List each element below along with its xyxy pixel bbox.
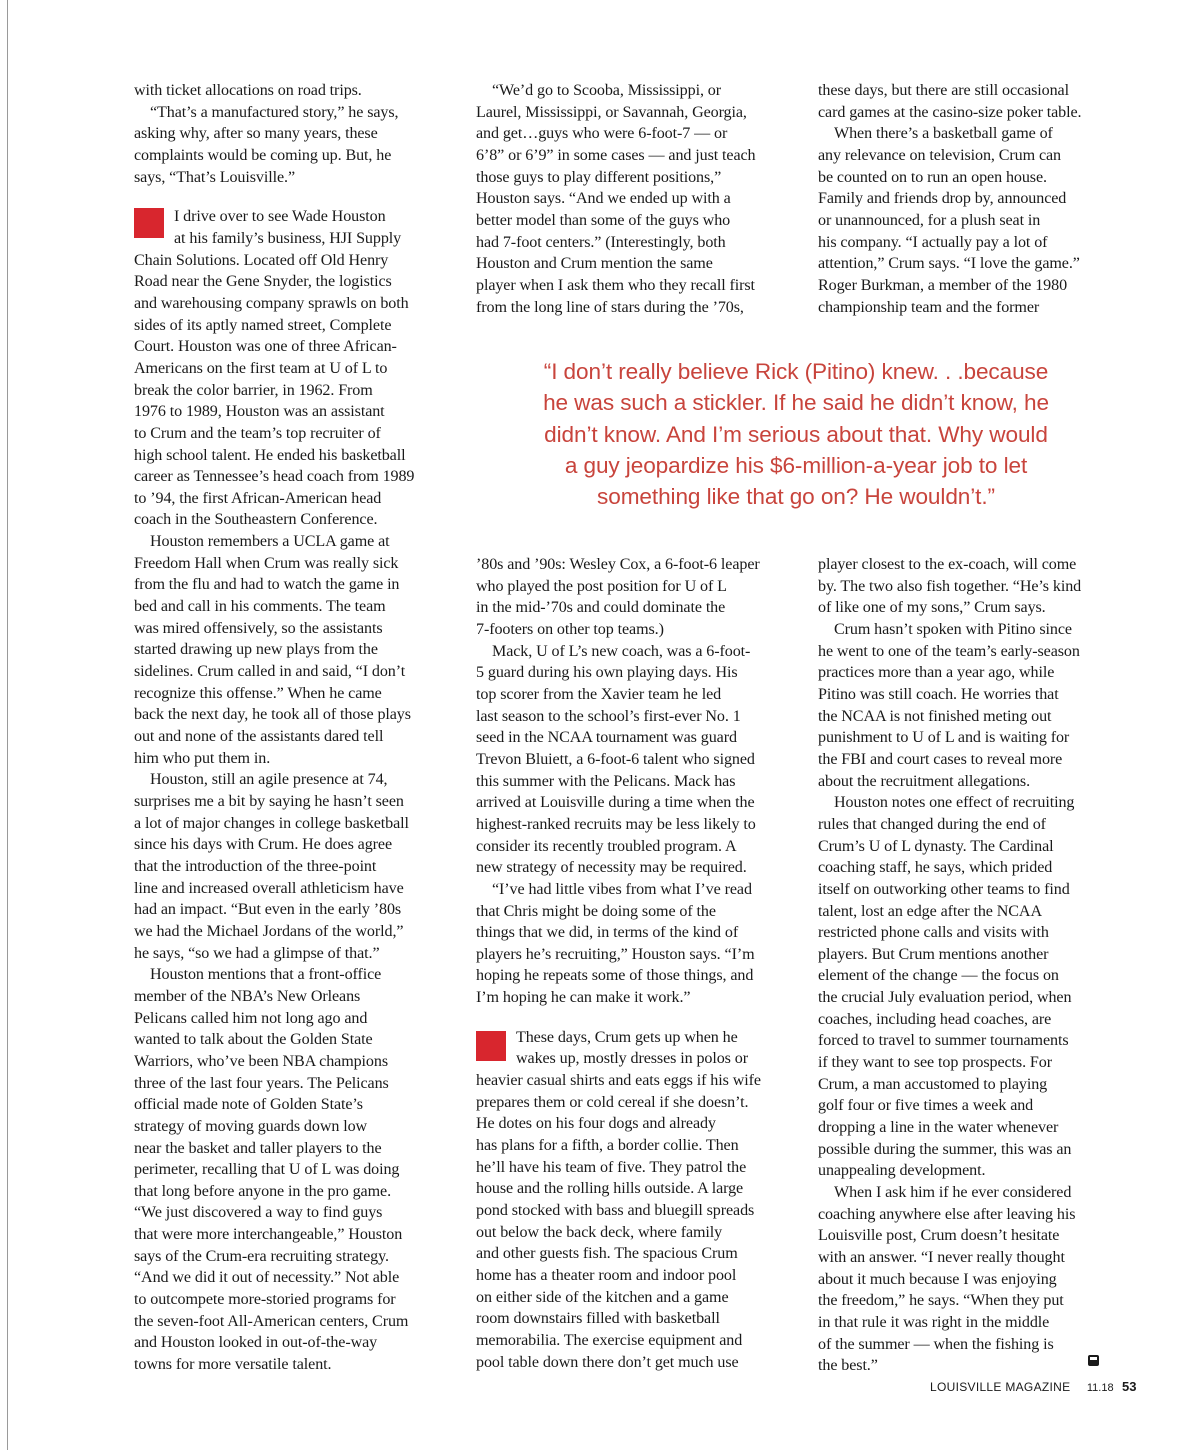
text-line: These days, Crum gets up when he (516, 1028, 738, 1046)
text-line: ’80s and ’90s: Wesley Cox, a 6-foot-6 leaper (476, 556, 760, 573)
issue-date: 11.18 (1086, 1382, 1114, 1394)
text-line: near the basket and taller players to the (134, 1139, 382, 1157)
text-line: itself on outworking other teams to find (818, 880, 1070, 898)
text-line: house and the rolling hills outside. A large (476, 1180, 744, 1198)
text-line: says, “That’s Louisville.” (134, 168, 295, 186)
pull-quote-line: he was such a stickler. If he said he didn’t know, he (543, 390, 1049, 416)
text-line: about the recruitment allegations. (818, 772, 1031, 790)
text-line: the freedom,” he says. “When they put (818, 1292, 1064, 1310)
text-line: and warehousing company sprawls on both (134, 294, 409, 312)
article-column-2-bottom (476, 554, 786, 1373)
article-column-3-bottom (818, 554, 1108, 1377)
text-line: Crum’s U of L dynasty. The Cardinal (818, 837, 1054, 855)
text-line: had 7-foot centers.” (Interestingly, both (476, 233, 726, 251)
text-line: he’ll have his team of five. They patrol the (476, 1158, 747, 1176)
text-line: When I ask him if he ever considered (834, 1184, 1072, 1202)
text-line: on either side of the kitchen and a game (476, 1288, 729, 1306)
text-line: the FBI and court cases to reveal more (818, 750, 1063, 768)
text-line: who played the post position for U of L (476, 577, 727, 595)
text-line: pool table down there don’t get much use (476, 1353, 739, 1371)
end-mark-icon (1088, 1355, 1099, 1366)
text-line: member of the NBA’s New Orleans (134, 987, 361, 1005)
text-line: Freedom Hall when Crum was really sick (134, 554, 399, 572)
text-line: restricted phone calls and visits with (818, 924, 1049, 942)
text-line: complaints would be coming up. But, he (134, 146, 392, 164)
text-line: he went to one of the team’s early-season (818, 642, 1080, 660)
text-line: any relevance on television, Crum can (818, 146, 1061, 164)
text-line: out and none of the assistants dared tell (134, 728, 384, 746)
article-column-2-top (476, 80, 786, 318)
text-line: He dotes on his four dogs and already (476, 1115, 716, 1133)
text-line: Crum, a man accustomed to playing (818, 1075, 1048, 1093)
text-line: coach in the Southeastern Conference. (134, 511, 378, 529)
text-line: the crucial July evaluation period, when (818, 989, 1072, 1007)
text-line: wakes up, mostly dresses in polos or (516, 1050, 748, 1068)
text-line: hoping he repeats some of those things, and (476, 967, 754, 985)
text-line: “We’d go to Scooba, Mississippi, or (492, 82, 721, 99)
pull-quote-line: “I don’t really believe Rick (Pitino) knew. . .because (543, 359, 1049, 384)
text-line: we had the Michael Jordans of the world,” (134, 922, 404, 940)
text-line: players he’s recruiting,” Houston says. “I’m (476, 945, 755, 963)
text-line: had an impact. “But even in the early ’80s (134, 901, 402, 919)
text-line: possible during the summer, this was an (818, 1140, 1072, 1158)
text-line: strategy of moving guards down low (134, 1117, 368, 1135)
text-line: dropping a line in the water whenever (818, 1119, 1059, 1137)
text-line: of the summer — when the fishing is (818, 1335, 1054, 1353)
text-line: towns for more versatile talent. (134, 1356, 332, 1374)
text-line: Roger Burkman, a member of the 1980 (818, 276, 1068, 294)
pull-quote (480, 356, 1112, 512)
text-line: that were more interchangeable,” Houston (134, 1226, 403, 1244)
text-line: official made note of Golden State’s (134, 1096, 363, 1114)
text-line: Family and friends drop by, announced (818, 190, 1067, 208)
text-line: him who put them in. (134, 749, 271, 767)
text-line: prepares them or cold cereal if she doesn’t. (476, 1093, 749, 1111)
text-line: card games at the casino-size poker table. (818, 103, 1082, 121)
text-line: at his family’s business, HJI Supply (174, 229, 402, 247)
text-line: be counted on to run an open house. (818, 168, 1047, 186)
text-line: three of the last four years. The Pelicans (134, 1074, 389, 1092)
text-line: Houston says. “And we ended up with a (476, 190, 731, 208)
text-line: in that rule it was right in the middle (818, 1313, 1050, 1331)
text-line: When there’s a basketball game of (834, 125, 1053, 143)
pull-quote-line: something like that go on? He wouldn’t.” (597, 484, 995, 510)
text-line: to ’94, the first African-American head (134, 489, 382, 507)
text-line: back the next day, he took all of those plays (134, 706, 411, 724)
text-line: home has a theater room and indoor pool (476, 1267, 737, 1284)
text-line: and Houston looked in out-of-the-way (134, 1334, 378, 1352)
text-line: player when I ask them who they recall first (476, 276, 755, 294)
text-line: from the flu and had to watch the game in (134, 576, 400, 594)
text-line: Pelicans called him not long ago and (134, 1009, 368, 1027)
text-line: out below the back deck, where family (476, 1223, 723, 1241)
text-line: “We just discovered a way to find guys (134, 1204, 383, 1222)
text-line: with ticket allocations on road trips. (134, 82, 362, 99)
text-line: career as Tennessee’s head coach from 1989 (134, 468, 415, 486)
text-line: I drive over to see Wade Houston (174, 208, 386, 226)
text-line: a lot of major changes in college basketball (134, 814, 409, 832)
text-line: that Chris might be doing some of the (476, 902, 716, 920)
text-line: “I’ve had little vibes from what I’ve read (492, 880, 752, 898)
text-line: the seven-foot All-American centers, Crum (134, 1312, 409, 1330)
text-line: rules that changed during the end of (818, 815, 1046, 833)
article-column-1 (134, 80, 444, 1376)
text-line: was mired offensively, so the assistants (134, 619, 383, 637)
text-line: says of the Crum-era recruiting strategy. (134, 1247, 389, 1265)
text-line: his company. “I actually pay a lot of (818, 233, 1048, 251)
text-line: Laurel, Mississippi, or Savannah, Georgia, (476, 103, 747, 121)
text-line: and other guests fish. The spacious Crum (476, 1245, 738, 1263)
text-line: last season to the school’s first-ever No. 1 (476, 707, 741, 725)
text-line: pond stocked with bass and bluegill spreads (476, 1202, 755, 1220)
text-line: by. The two also fish together. “He’s kind (818, 577, 1082, 595)
text-line: asking why, after so many years, these (134, 125, 378, 143)
text-line: coaching anywhere else after leaving his (818, 1205, 1076, 1223)
text-line: wanted to talk about the Golden State (134, 1031, 373, 1049)
text-line: “And we did it out of necessity.” Not able (134, 1269, 400, 1287)
section-break-square (476, 1031, 506, 1061)
text-line: “That’s a manufactured story,” he says, (150, 103, 399, 121)
text-line: players. But Crum mentions another (818, 945, 1049, 963)
text-line: Houston and Crum mention the same (476, 255, 713, 273)
text-line: if they want to see top prospects. For (818, 1054, 1052, 1072)
text-line: top scorer from the Xavier team he led (476, 685, 722, 703)
text-line: memorabilia. The exercise equipment and (476, 1331, 743, 1349)
text-line: in the mid-’70s and could dominate the (476, 599, 726, 617)
text-line: sidelines. Crum called in and said, “I don’t (134, 663, 406, 681)
text-line: Houston notes one effect of recruiting (834, 794, 1075, 812)
text-line: 6’8” or 6’9” in some cases — and just teach (476, 146, 756, 164)
text-line: the NCAA is not finished meting out (818, 707, 1052, 725)
text-line: and get…guys who were 6-foot-7 — or (476, 125, 728, 143)
text-line: heavier casual shirts and eats eggs if his wife (476, 1072, 761, 1090)
text-line: started drawing up new plays from the (134, 641, 378, 659)
text-line: those guys to play different positions,” (476, 168, 722, 186)
text-line: unappealing development. (818, 1162, 986, 1180)
text-line: coaches, including head coaches, are (818, 1010, 1052, 1028)
text-line: punishment to U of L and is waiting for (818, 729, 1070, 747)
text-line: 5 guard during his own playing days. His (476, 664, 738, 682)
text-line: room downstairs filled with basketball (476, 1310, 720, 1328)
text-line: element of the change — the focus on (818, 967, 1059, 985)
magazine-name: LOUISVILLE MAGAZINE (930, 1380, 1071, 1394)
text-line: new strategy of necessity may be required. (476, 859, 747, 877)
text-line: about it much because I was enjoying (818, 1270, 1057, 1288)
text-line: he says, “so we had a glimpse of that.” (134, 944, 380, 962)
text-line: Court. Houston was one of three African- (134, 338, 397, 356)
text-line: Americans on the first team at U of L to (134, 359, 388, 377)
text-line: the best.” (818, 1357, 878, 1375)
text-line: of like one of my sons,” Crum says. (818, 599, 1046, 617)
text-line: bed and call in his comments. The team (134, 598, 386, 616)
text-line: break the color barrier, in 1962. From (134, 381, 373, 399)
text-line: Warriors, who’ve been NBA champions (134, 1052, 388, 1070)
text-line: Crum hasn’t spoken with Pitino since (834, 620, 1072, 638)
text-line: this summer with the Pelicans. Mack has (476, 772, 736, 790)
text-line: that long before anyone in the pro game. (134, 1182, 391, 1200)
text-line: highest-ranked recruits may be less likely to (476, 815, 756, 833)
pull-quote-line: didn’t know. And I’m serious about that. Why would (544, 421, 1048, 447)
text-line: practices more than a year ago, while (818, 664, 1055, 682)
text-line: high school talent. He ended his basketball (134, 446, 406, 464)
page-footer (930, 1378, 1137, 1396)
page-edge-rule (7, 0, 8, 1450)
text-line: to Crum and the team’s top recruiter of (134, 424, 381, 442)
text-line: to outcompete more-storied programs for (134, 1291, 396, 1309)
text-line: I’m hoping he can make it work.” (476, 989, 691, 1007)
text-line: Houston remembers a UCLA game at (150, 533, 390, 551)
text-line: since his days with Crum. He does agree (134, 836, 393, 854)
text-line: player closest to the ex-coach, will come (818, 556, 1077, 573)
text-line: Mack, U of L’s new coach, was a 6-foot- (492, 642, 751, 660)
text-line: Houston mentions that a front-office (150, 966, 382, 984)
text-line: has plans for a fifth, a border collie. Then (476, 1137, 739, 1155)
text-line: surprises me a bit by saying he hasn’t seen (134, 793, 404, 810)
text-line: arrived at Louisville during a time when the (476, 794, 755, 812)
text-line: Trevon Bluiett, a 6-foot-6 talent who signed (476, 750, 755, 768)
text-line: Chain Solutions. Located off Old Henry (134, 251, 389, 269)
text-line: consider its recently troubled program. A (476, 837, 737, 855)
text-line: recognize this offense.” When he came (134, 684, 382, 702)
text-line: better model than some of the guys who (476, 211, 731, 229)
text-line: perimeter, recalling that U of L was doing (134, 1161, 400, 1179)
text-line: forced to travel to summer tournaments (818, 1032, 1069, 1050)
text-line: golf four or five times a week and (818, 1097, 1034, 1115)
text-line: 7-footers on other top teams.) (476, 620, 664, 638)
text-line: Houston, still an agile presence at 74, (150, 771, 388, 789)
pull-quote-line: a guy jeopardize his $6-million-a-year job to let (564, 452, 1028, 478)
text-line: these days, but there are still occasional (818, 82, 1069, 99)
page-number: 53 (1122, 1379, 1137, 1394)
text-line: coaching staff, he says, which prided (818, 859, 1053, 877)
article-column-3-top (818, 80, 1108, 318)
text-line: line and increased overall athleticism have (134, 879, 404, 897)
text-line: that the introduction of the three-point (134, 857, 377, 875)
section-break-square (134, 208, 164, 238)
text-line: sides of its aptly named street, Complete (134, 316, 392, 334)
text-line: from the long line of stars during the ’70s, (476, 298, 744, 316)
text-line: attention,” Crum says. “I love the game.” (818, 255, 1080, 273)
text-line: Pitino was still coach. He worries that (818, 685, 1059, 703)
text-line: or unannounced, for a plush seat in (818, 211, 1041, 229)
text-line: with an answer. “I never really thought (818, 1249, 1065, 1266)
text-line: talent, lost an edge after the NCAA (818, 902, 1042, 920)
text-line: Louisville post, Crum doesn’t hesitate (818, 1227, 1060, 1245)
text-line: 1976 to 1989, Houston was an assistant (134, 403, 385, 421)
text-line: Road near the Gene Snyder, the logistics (134, 273, 392, 291)
text-line: seed in the NCAA tournament was guard (476, 729, 737, 747)
text-line: championship team and the former (818, 298, 1040, 316)
text-line: things that we did, in terms of the kind of (476, 924, 739, 942)
